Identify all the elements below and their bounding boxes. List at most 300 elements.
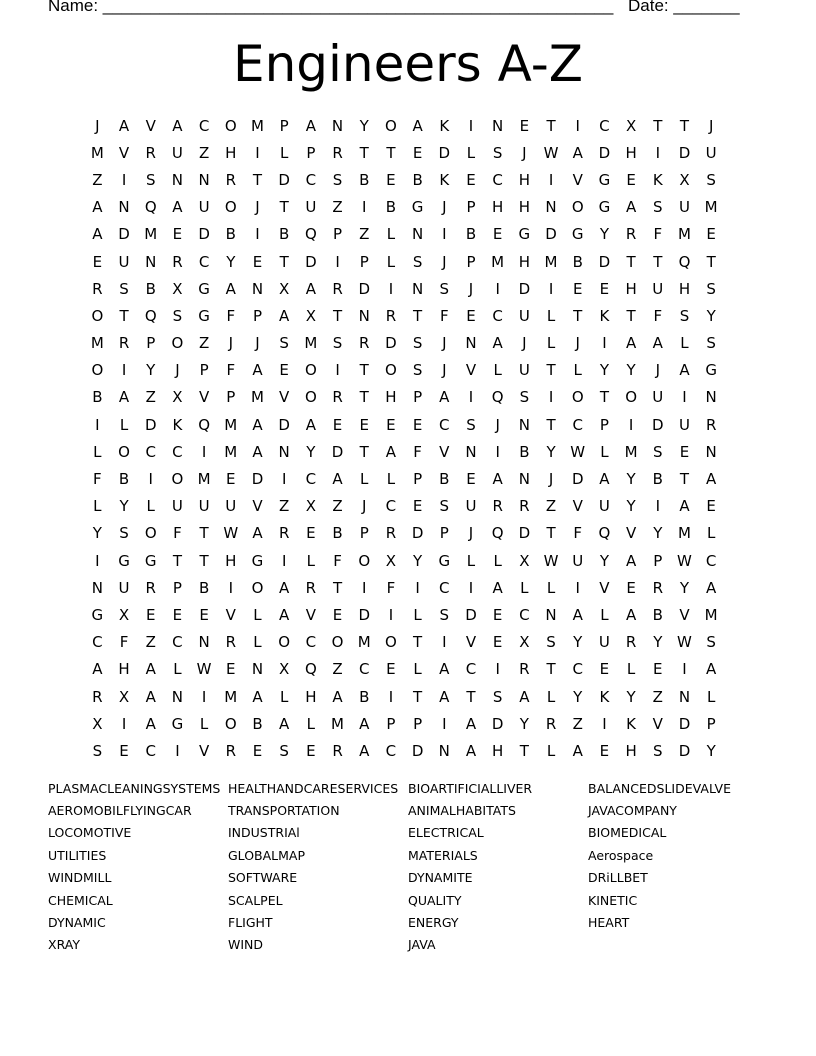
grid-letter: L — [706, 687, 716, 706]
grid-letter: X — [625, 116, 637, 135]
grid-letter: Y — [92, 524, 102, 543]
grid-letter: C — [145, 442, 156, 461]
grid-letter: Z — [332, 497, 343, 516]
grid-letter: Y — [679, 578, 690, 597]
grid-letter: X — [92, 714, 103, 733]
grid-letter: T — [546, 361, 556, 380]
grid-letter: E — [199, 605, 209, 624]
grid-letter: D — [491, 714, 504, 733]
grid-letter: D — [411, 524, 424, 543]
grid-letter: W — [677, 551, 692, 570]
grid-letter: A — [305, 116, 316, 135]
grid-letter: A — [252, 415, 263, 434]
grid-letter: O — [118, 442, 130, 461]
grid-letter: P — [653, 551, 663, 570]
grid-letter: P — [706, 714, 716, 733]
grid-letter: I — [388, 279, 394, 298]
grid-letter: E — [466, 470, 476, 489]
grid-letter: J — [175, 361, 180, 380]
word-list-item: AEROMOBILFLYINGCAR — [48, 803, 192, 819]
grid-letter: L — [253, 633, 262, 652]
word-list-item: LOCOMOTIVE — [48, 825, 132, 841]
grid-letter: Y — [146, 361, 156, 380]
grid-letter: M — [250, 116, 264, 135]
grid-letter: S — [412, 361, 423, 380]
grid-letter: E — [679, 442, 690, 461]
word-list-item: HEALTHANDCARESERVICES — [228, 780, 399, 796]
word-list-item: TRANSPORTATION — [228, 803, 340, 819]
grid-letter: L — [680, 334, 689, 353]
grid-letter: B — [652, 605, 663, 624]
grid-letter: U — [652, 279, 664, 298]
grid-letter: W — [677, 633, 692, 652]
grid-letter: P — [466, 198, 476, 217]
grid-letter: M — [491, 252, 505, 271]
grid-letter: L — [466, 551, 476, 570]
grid-letter: S — [706, 170, 716, 189]
grid-letter: B — [572, 252, 583, 271]
grid-letter: L — [93, 442, 102, 461]
word-list-item: QUALITY — [408, 892, 462, 908]
grid-letter: J — [442, 334, 447, 353]
grid-letter: J — [442, 361, 447, 380]
grid-letter: D — [598, 252, 611, 271]
grid-letter: H — [625, 143, 637, 162]
grid-letter: T — [653, 252, 663, 271]
grid-letter: Z — [198, 143, 210, 162]
grid-letter: P — [359, 524, 369, 543]
grid-letter: R — [225, 170, 236, 189]
grid-letter: R — [172, 252, 183, 271]
grid-letter: I — [388, 687, 394, 706]
grid-letter: Q — [304, 660, 317, 679]
grid-letter: O — [251, 578, 264, 597]
grid-letter: T — [546, 524, 556, 543]
grid-letter: R — [332, 741, 343, 760]
grid-letter: Z — [332, 660, 343, 679]
grid-letter: Y — [706, 306, 716, 325]
grid-letter: R — [625, 225, 637, 244]
grid-letter: F — [413, 442, 422, 461]
grid-letter: R — [92, 687, 103, 706]
grid-letter: V — [198, 388, 210, 407]
grid-letter: O — [358, 551, 371, 570]
grid-letter: P — [146, 334, 156, 353]
grid-letter: T — [413, 633, 423, 652]
word-list-item: UTILITIES — [48, 847, 107, 863]
grid-letter: E — [492, 225, 503, 244]
header-line — [48, 0, 748, 20]
grid-letter: G — [705, 361, 717, 380]
grid-letter: Y — [653, 524, 663, 543]
grid-letter: A — [145, 687, 156, 706]
grid-letter: E — [519, 116, 530, 135]
grid-letter: V — [572, 170, 583, 189]
grid-letter: V — [305, 605, 316, 624]
grid-letter: D — [385, 334, 397, 353]
grid-letter: D — [305, 252, 317, 271]
grid-letter: B — [225, 225, 236, 244]
grid-letter: W — [223, 524, 239, 543]
grid-letter: D — [678, 714, 691, 733]
grid-letter: V — [599, 578, 610, 597]
grid-letter: O — [385, 116, 397, 135]
grid-letter: N — [465, 334, 477, 353]
grid-letter: X — [305, 306, 316, 325]
grid-letter: S — [439, 605, 450, 624]
grid-letter: D — [118, 225, 130, 244]
grid-letter: J — [655, 361, 660, 380]
grid-letter: B — [145, 279, 156, 298]
grid-letter: O — [571, 388, 584, 407]
grid-letter: H — [225, 143, 237, 162]
grid-letter: R — [545, 714, 557, 733]
grid-letter: A — [92, 198, 103, 217]
word-list-item: KINETIC — [588, 892, 638, 908]
grid-letter: E — [706, 497, 716, 516]
grid-letter: G — [598, 170, 611, 189]
grid-letter: C — [519, 605, 530, 624]
grid-letter: B — [439, 470, 450, 489]
grid-letter: I — [281, 470, 287, 489]
grid-letter: N — [198, 633, 210, 652]
grid-letter: U — [678, 198, 690, 217]
grid-letter: I — [362, 578, 367, 597]
grid-letter: D — [678, 143, 691, 162]
grid-letter: I — [495, 660, 500, 679]
grid-letter: Q — [198, 415, 210, 434]
grid-letter: I — [335, 252, 340, 271]
grid-letter: I — [468, 388, 474, 407]
grid-letter: X — [679, 170, 690, 189]
grid-letter: T — [199, 524, 209, 543]
grid-letter: I — [362, 198, 367, 217]
grid-letter: A — [679, 361, 690, 380]
grid-letter: I — [148, 470, 153, 489]
grid-letter: D — [278, 170, 290, 189]
grid-letter: L — [146, 497, 155, 516]
grid-letter: V — [679, 605, 690, 624]
grid-letter: D — [518, 279, 531, 298]
grid-letter: R — [118, 334, 130, 353]
grid-letter: D — [571, 470, 584, 489]
grid-letter: N — [492, 116, 504, 135]
grid-letter: F — [386, 578, 396, 597]
grid-letter: H — [625, 741, 637, 760]
grid-letter: V — [252, 497, 263, 516]
grid-letter: U — [118, 578, 130, 597]
grid-letter: N — [198, 170, 210, 189]
grid-letter: T — [359, 388, 369, 407]
grid-letter: C — [705, 551, 717, 570]
grid-letter: T — [546, 415, 556, 434]
grid-letter: L — [493, 361, 502, 380]
grid-letter: R — [92, 279, 103, 298]
grid-letter: H — [625, 279, 637, 298]
grid-letter: M — [677, 225, 691, 244]
grid-letter: S — [492, 687, 503, 706]
grid-letter: D — [411, 741, 424, 760]
grid-letter: J — [255, 334, 260, 353]
grid-letter: L — [386, 252, 396, 271]
grid-letter: Z — [572, 714, 583, 733]
grid-letter: U — [171, 143, 183, 162]
grid-letter: A — [92, 660, 103, 679]
grid-letter: Z — [92, 170, 103, 189]
grid-letter: N — [278, 442, 290, 461]
grid-letter: S — [653, 442, 663, 461]
grid-letter: W — [543, 551, 559, 570]
grid-letter: X — [279, 660, 290, 679]
grid-letter: A — [465, 741, 477, 760]
grid-letter: O — [171, 334, 184, 353]
grid-letter: E — [412, 415, 423, 434]
grid-letter: I — [495, 442, 500, 461]
grid-letter: C — [492, 170, 503, 189]
grid-letter: I — [335, 361, 340, 380]
grid-letter: E — [599, 741, 610, 760]
grid-letter: A — [252, 361, 263, 380]
grid-letter: M — [544, 252, 558, 271]
grid-letter: U — [678, 415, 690, 434]
grid-letter: E — [306, 741, 316, 760]
grid-letter: G — [571, 225, 584, 244]
grid-letter: F — [573, 524, 583, 543]
word-list-item: XRAY — [48, 937, 80, 953]
grid-letter: J — [95, 116, 100, 135]
grid-letter: X — [519, 633, 530, 652]
date-field-label: Date: _______ — [628, 0, 740, 15]
grid-letter: A — [385, 442, 397, 461]
grid-letter: T — [279, 252, 289, 271]
word-list-item: FLIGHT — [228, 915, 273, 931]
grid-letter: I — [121, 714, 127, 733]
grid-letter: N — [358, 306, 370, 325]
grid-letter: A — [572, 741, 583, 760]
word-list-item: INDUSTRIAl — [228, 825, 300, 841]
grid-letter: B — [92, 388, 103, 407]
grid-letter: H — [518, 198, 530, 217]
grid-letter: B — [118, 470, 130, 489]
word-list-item: CHEMICAL — [48, 892, 113, 908]
grid-letter: N — [465, 442, 477, 461]
grid-letter: O — [91, 361, 104, 380]
grid-letter: U — [198, 497, 210, 516]
grid-letter: Z — [332, 198, 343, 217]
grid-letter: Y — [226, 252, 236, 271]
grid-letter: A — [252, 687, 263, 706]
grid-letter: O — [385, 361, 397, 380]
grid-letter: S — [706, 633, 716, 652]
grid-letter: U — [198, 198, 210, 217]
grid-letter: I — [548, 388, 554, 407]
grid-letter: B — [252, 714, 263, 733]
grid-letter: M — [331, 714, 344, 733]
grid-letter: B — [385, 198, 397, 217]
grid-letter: C — [358, 660, 370, 679]
grid-letter: S — [466, 415, 476, 434]
grid-letter: S — [332, 334, 343, 353]
grid-letter: A — [305, 415, 316, 434]
grid-letter: E — [252, 741, 263, 760]
grid-letter: Q — [598, 524, 611, 543]
grid-letter: F — [653, 306, 663, 325]
grid-letter: A — [572, 605, 583, 624]
grid-letter: C — [305, 170, 317, 189]
grid-letter: A — [625, 334, 637, 353]
grid-letter: J — [495, 415, 500, 434]
grid-letter: A — [172, 198, 183, 217]
grid-letter: I — [228, 578, 233, 597]
grid-letter: I — [255, 225, 260, 244]
grid-letter: A — [625, 551, 637, 570]
grid-letter: T — [199, 551, 209, 570]
word-list — [48, 777, 768, 956]
word-list-item: DRiLLBET — [588, 870, 648, 886]
grid-letter: T — [359, 361, 369, 380]
grid-letter: R — [278, 524, 290, 543]
grid-letter: I — [468, 116, 474, 135]
grid-letter: S — [92, 741, 103, 760]
grid-letter: V — [652, 714, 663, 733]
grid-letter: C — [572, 660, 583, 679]
grid-letter: L — [306, 551, 316, 570]
grid-letter: T — [172, 551, 182, 570]
grid-letter: Z — [359, 225, 370, 244]
grid-letter: E — [226, 660, 236, 679]
grid-letter: L — [546, 741, 556, 760]
grid-letter: A — [252, 524, 263, 543]
grid-letter: R — [145, 578, 156, 597]
grid-letter: E — [145, 605, 156, 624]
grid-letter: I — [602, 714, 607, 733]
grid-letter: L — [600, 442, 609, 461]
grid-letter: B — [359, 687, 370, 706]
grid-letter: C — [599, 116, 610, 135]
word-list-item: MATERIALS — [408, 847, 478, 863]
word-list-item: ANIMALHABITATS — [408, 803, 516, 819]
grid-letter: N — [411, 279, 424, 298]
word-list-item: SOFTWARE — [228, 870, 298, 886]
grid-letter: P — [359, 252, 369, 271]
grid-letter: Y — [599, 361, 609, 380]
grid-letter: S — [119, 279, 129, 298]
grid-letter: P — [599, 415, 609, 434]
grid-letter: R — [519, 660, 530, 679]
grid-letter: T — [252, 170, 263, 189]
grid-letter: J — [708, 116, 714, 135]
grid-letter: T — [413, 687, 423, 706]
grid-letter: S — [546, 633, 556, 652]
grid-letter: K — [172, 415, 183, 434]
grid-letter: R — [225, 741, 236, 760]
grid-letter: C — [439, 578, 450, 597]
word-list-item: DYNAMITE — [408, 870, 473, 886]
grid-letter: E — [412, 143, 423, 162]
grid-letter: P — [413, 714, 423, 733]
grid-letter: V — [198, 741, 210, 760]
grid-letter: E — [386, 170, 396, 189]
grid-letter: I — [415, 578, 420, 597]
letter-grid — [84, 112, 725, 765]
grid-letter: Z — [145, 388, 156, 407]
grid-letter: R — [705, 415, 717, 434]
grid-letter: E — [626, 578, 636, 597]
grid-letter: K — [599, 306, 610, 325]
grid-letter: R — [332, 388, 343, 407]
grid-letter: W — [543, 143, 559, 162]
grid-letter: M — [224, 442, 238, 461]
grid-letter: B — [412, 170, 423, 189]
grid-letter: S — [412, 252, 423, 271]
grid-letter: N — [705, 388, 717, 407]
grid-letter: O — [625, 388, 637, 407]
grid-letter: I — [548, 170, 554, 189]
grid-letter: C — [385, 497, 397, 516]
grid-letter: K — [626, 714, 637, 733]
grid-letter: Y — [573, 633, 583, 652]
grid-letter: S — [145, 170, 156, 189]
grid-letter: S — [706, 279, 716, 298]
grid-letter: A — [279, 306, 290, 325]
grid-letter: O — [171, 470, 184, 489]
grid-letter: G — [118, 551, 130, 570]
grid-letter: Q — [144, 198, 157, 217]
grid-letter: L — [199, 714, 209, 733]
grid-letter: Y — [626, 687, 636, 706]
grid-letter: G — [198, 279, 210, 298]
grid-letter: J — [255, 198, 260, 217]
grid-letter: K — [599, 687, 610, 706]
grid-letter: E — [572, 279, 583, 298]
grid-letter: E — [279, 361, 289, 380]
grid-letter: A — [252, 442, 263, 461]
grid-letter: L — [279, 143, 289, 162]
grid-letter: Y — [306, 442, 316, 461]
word-list-item: Aerospace — [588, 847, 654, 863]
word-list-item: ENERGY — [408, 915, 459, 931]
grid-letter: Q — [491, 524, 504, 543]
grid-letter: E — [492, 633, 503, 652]
grid-letter: S — [119, 524, 129, 543]
grid-letter: L — [466, 143, 476, 162]
grid-letter: D — [198, 225, 210, 244]
grid-letter: T — [626, 306, 636, 325]
word-list-item: HEART — [588, 915, 630, 931]
grid-letter: A — [92, 225, 103, 244]
grid-letter: A — [519, 687, 530, 706]
grid-letter: Q — [491, 388, 504, 407]
grid-letter: E — [653, 660, 663, 679]
grid-letter: I — [468, 578, 474, 597]
grid-letter: T — [546, 116, 556, 135]
grid-letter: T — [573, 306, 583, 325]
grid-letter: F — [173, 524, 182, 543]
grid-letter: Y — [519, 714, 529, 733]
grid-letter: B — [359, 170, 370, 189]
grid-letter: A — [599, 470, 610, 489]
grid-letter: N — [171, 170, 184, 189]
grid-letter: U — [598, 497, 610, 516]
grid-letter: I — [495, 279, 500, 298]
grid-letter: N — [145, 252, 157, 271]
grid-letter: T — [332, 306, 343, 325]
grid-letter: P — [306, 143, 316, 162]
grid-letter: Y — [706, 741, 716, 760]
grid-letter: H — [518, 170, 530, 189]
grid-letter: T — [679, 116, 690, 135]
grid-letter: L — [546, 334, 556, 353]
